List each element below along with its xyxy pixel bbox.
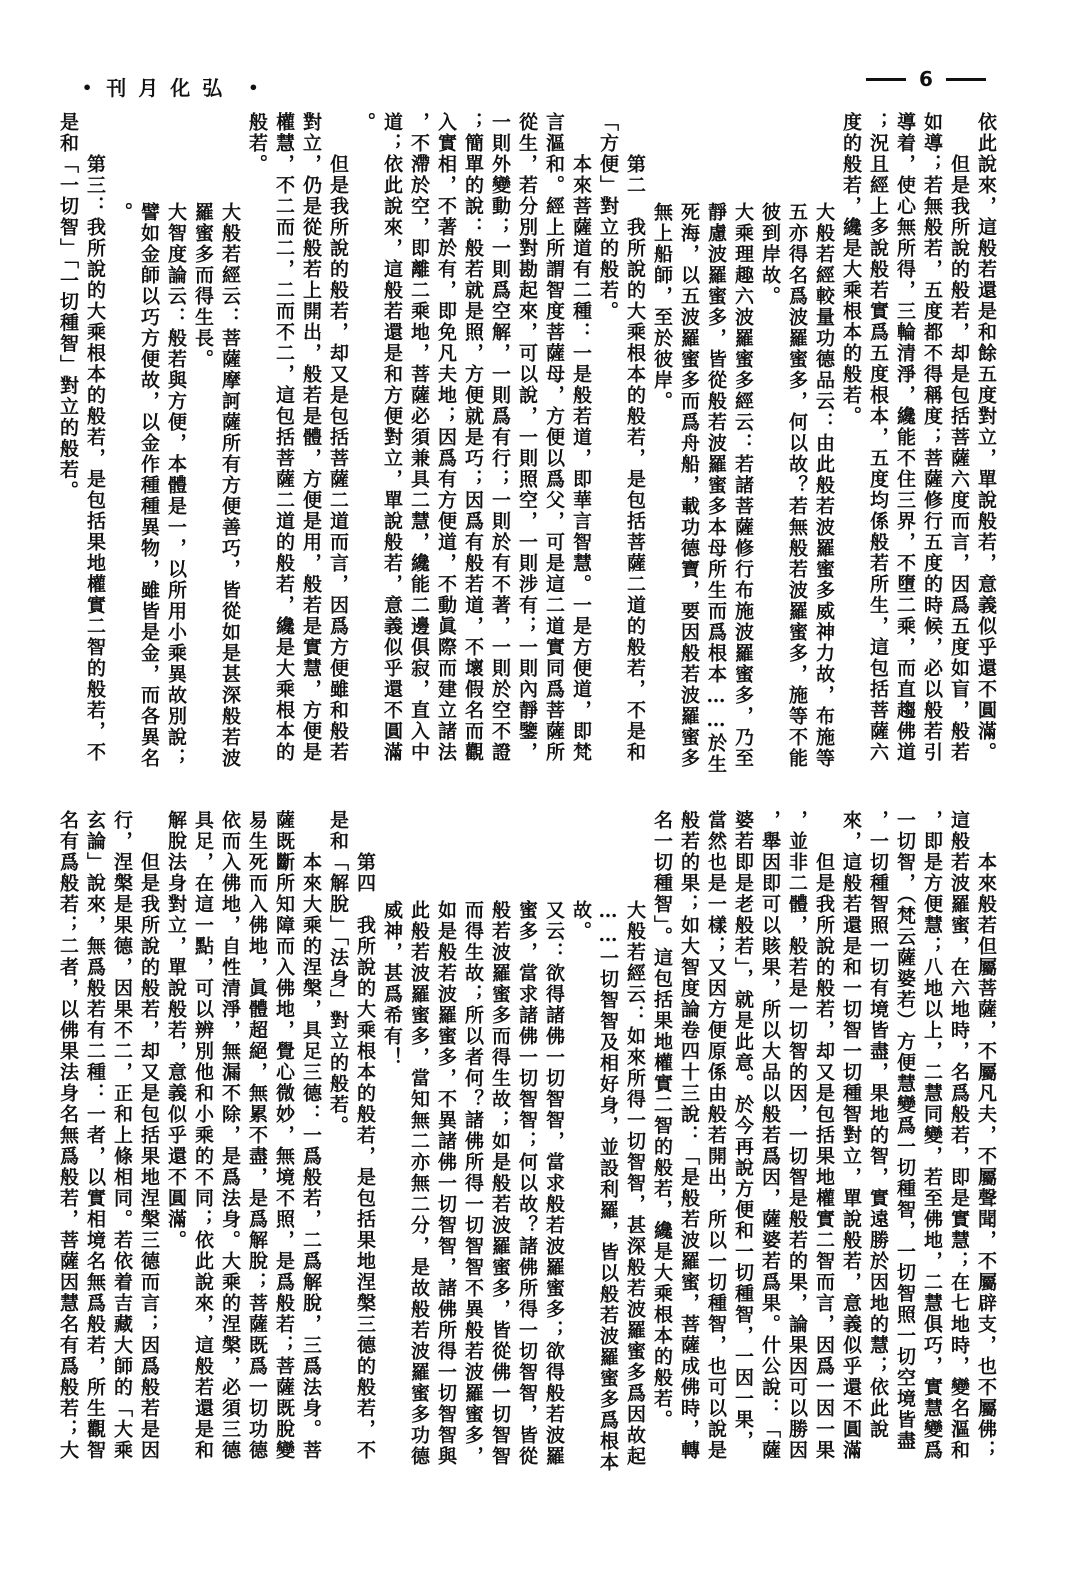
text-column: 如導；若無般若，五度都不得稱度；菩薩修行五度的時候，必以般若引 — [921, 112, 943, 763]
quote-column: 大般若經較量功德品云：由此般若波羅蜜多威神力故，布施等 — [813, 202, 835, 769]
text-column: 一切智，（梵云薩婆若）方便慧變爲一切種智，一切智照一切空境皆盡 — [894, 810, 916, 1452]
quote-column: 死海，以五波羅蜜多而爲舟船，載功德寶，要因般若波羅蜜多 — [678, 202, 700, 769]
heading-column: 是和「解脫」「法身」對立的般若。 — [327, 810, 349, 1137]
running-header-magazine-title — [68, 76, 272, 100]
text-column: 本來般若但屬菩薩，不屬凡夫，不屬聲聞，不屬辟支，也不屬佛； — [975, 852, 997, 1461]
text-column: 道；依此說來，這般若還是和方便對立，單說般若，意義似乎還不圓滿 — [381, 112, 403, 763]
quote-column: 大般若經云：如來所得一切智智，甚深般若波羅蜜多爲因故起 — [624, 900, 646, 1467]
quote-column: 大乘理趣六波羅蜜多經云：若諸菩薩修行布施波羅蜜多，乃至 — [732, 202, 754, 769]
quote-column: 蜜多，當求諸佛一切智智；何以故？諸佛所得一切智智，皆從 — [516, 900, 538, 1467]
text-column: ，即是方便慧；八地以上，二慧同變，若至佛地，二慧俱巧，實慧變爲 — [921, 810, 943, 1461]
dash-rule-right — [946, 78, 986, 81]
text-column: 這般若波羅蜜，在六地時，名爲般若，即是實慧；在七地時，變名漚和 — [948, 810, 970, 1461]
text-column: ，並非二體，般若是一切智的因，一切智是般若的果，論果因可以勝因 — [786, 810, 808, 1461]
quote-column: 五亦得名爲波羅蜜多，何以故？若無般若波羅蜜多，施等不能 — [786, 202, 808, 769]
text-column: 從生，若分別對勘起來，可以說，一則照空，一則涉有；一則內靜鑒， — [516, 112, 538, 763]
quote-column: 大智度論云：般若與方便，本體是一，以所用小乘異故別說； — [165, 202, 187, 769]
lower-text-block — [54, 810, 999, 1472]
page-number: 6 — [919, 67, 933, 91]
heading-column: 「方便」對立的般若。 — [597, 112, 619, 322]
text-column: 權慧，不二而二，二而不二，這包括菩薩二道的般若，纔是大乘根本的 — [273, 112, 295, 763]
text-column: 來，這般若還是和一切智一切種智對立，單說般若，意義似乎還不圓滿 — [840, 810, 862, 1461]
text-column: 婆若即是老般若」，就是此意。於今再說方便和一切種智，一因一果， — [732, 810, 754, 1452]
text-column: 入實相，不著於有，即免凡夫地；因爲有方便道，不動眞際而建立諸法 — [435, 112, 457, 763]
text-column: 般若的果；如大智度論卷四十三說：「是般若波羅蜜，菩薩成佛時，轉 — [678, 810, 700, 1461]
quote-column: 靜慮波羅蜜多，皆從般若波羅蜜多本母所生而爲根本……於生 — [705, 202, 727, 775]
dash-rule-left — [866, 78, 906, 81]
heading-column: 是和「一切智」「一切種智」對立的般若。 — [57, 112, 79, 502]
quote-column: 。 — [111, 202, 133, 223]
text-column: 薩既斷所知障而入佛地，覺心微妙，無境不照，是爲般若；菩薩既脫變 — [273, 810, 295, 1461]
quote-column: 彼到岸故。 — [759, 202, 781, 307]
quote-column: 此般若波羅蜜多，當知無二亦無二分，是故般若波羅蜜多功德 — [408, 900, 430, 1467]
page-number-header — [866, 66, 986, 92]
quote-column: 如是般若波羅蜜多，不異諸佛一切智智，諸佛所得一切智智與 — [435, 900, 457, 1467]
bullet-ornament-icon: • — [248, 78, 259, 97]
text-column: 易生死而入佛地，眞體超絕，無累不盡，是爲解脫；菩薩既爲一切功德 — [246, 810, 268, 1461]
text-column: 但是我所說的般若，却是包括菩薩六度而言，因爲五度如盲，般若 — [948, 154, 970, 763]
text-column: 。 — [354, 112, 376, 133]
text-column: 導着，使心無所得，三輪清淨，纔能不住三界，不墮二乘，而直趨佛道 — [894, 112, 916, 763]
text-column: 一則外變動；一則爲空解，一則爲有行；一則於有不著，一則於空不證 — [489, 112, 511, 763]
text-column: 依而入佛地，自性清淨，無漏不除，是爲法身。大乘的涅槃，必須三德 — [219, 810, 241, 1461]
quote-column: 而得生故；所以者何？諸佛所得一切智智不異般若波羅蜜多， — [462, 900, 484, 1467]
text-column: 本來菩薩道有二種：一是般若道，即華言智慧。一是方便道，即梵 — [570, 154, 592, 763]
text-column: 度的般若，纔是大乘根本的般若。 — [840, 112, 862, 427]
text-column: ，一切種智照一切有境皆盡，果地的智，實遠勝於因地的慧；依此說 — [867, 810, 889, 1440]
text-column: ，不滯於空，即離二乘地，菩薩必須兼具二慧，纔能二邊俱寂，直入中 — [408, 112, 430, 763]
quote-column: 又云：欲得諸佛一切智智，當求般若波羅蜜多；欲得般若波羅 — [543, 900, 565, 1467]
text-column: 本來大乘的涅槃，具足三德：一爲般若，二爲解脫，三爲法身。菩 — [300, 852, 322, 1461]
text-column: 對立，仍是從般若上開出，般若是體，方便是用，般若是實慧，方便是 — [300, 112, 322, 763]
upper-text-block — [54, 112, 999, 774]
quote-column: ……一切智智及相好身，並設利羅，皆以般若波羅蜜多爲根本 — [597, 900, 619, 1473]
text-column: 名有爲般若；二者，以佛果法身名無爲般若，菩薩因慧名有爲般若；大 — [57, 810, 79, 1461]
text-column: 但是我所說的般若，却又是包括菩薩二道而言，因爲方便雖和般若 — [327, 154, 349, 763]
text-column: ，舉因即可以賅果，所以大品以般若爲因，薩婆若爲果。什公說：「薩 — [759, 810, 781, 1461]
text-column: 言漚和。經上所謂智度菩薩母，方便以爲父，可是這二道實同爲菩薩所 — [543, 112, 565, 763]
text-column: 名一切種智」。這包括果地權實二智的般若，纔是大乘根本的般若。 — [651, 810, 673, 1431]
heading-column: 第三：我所說的大乘根本的般若，是包括果地權實二智的般若，不 — [84, 154, 106, 763]
text-column: ；簡單的說：般若就是照，方便就是巧；因爲有般若道，不壞假名而觀 — [462, 112, 484, 763]
heading-column: 第二 我所說的大乘根本的般若，是包括菩薩二道的般若，不是和 — [624, 154, 646, 763]
text-column: ；況且經上多說般若實爲五度根本，五度均係般若所生，這包括菩薩六 — [867, 112, 889, 763]
quote-column: 般若波羅蜜多而得生故；如是般若波羅蜜多，皆從佛一切智智 — [489, 900, 511, 1467]
text-column: 玄論」說來，無爲般若有二種：一者，以實相境名無爲般若，所生觀智 — [84, 810, 106, 1461]
text-column: 解脫法身對立，單說般若，意義似乎還不圓滿。 — [165, 810, 187, 1251]
text-column: 依此說來，這般若還是和餘五度對立，單說般若，意義似乎還不圓滿。 — [975, 112, 997, 763]
bullet-ornament-icon: • — [82, 78, 93, 97]
text-column: 具足，在這一點，可以辨別他和小乘的不同；依此說來，這般若還是和 — [192, 810, 214, 1461]
text-column: 當然也是一樣；又因方便原係由般若開出，所以一切種智，也可以說是 — [705, 810, 727, 1461]
heading-column: 第四 我所說的大乘根本的般若，是包括果地涅槃三德的般若，不 — [354, 852, 376, 1461]
text-column: 但是我所說的般若，却又是包括果地權實二智而言，因爲一因一果 — [813, 852, 835, 1461]
quote-column: 大般若經云：菩薩摩訶薩所有方便善巧，皆從如是甚深般若波 — [219, 202, 241, 769]
quote-column: 無上船師，至於彼岸。 — [651, 202, 673, 412]
text-column: 般若。 — [246, 112, 268, 175]
quote-column: 威神，甚爲希有！ — [381, 900, 403, 1068]
magazine-title: 弘化月刊 — [106, 76, 235, 100]
quote-column: 譬如金師以巧方便故，以金作種種異物，雖皆是金，而各異名 — [138, 202, 160, 769]
quote-column: 故。 — [570, 900, 592, 942]
text-column: 行，涅槃是果德，因果不二，正和上條相同。若依着吉藏大師的「大乘 — [111, 810, 133, 1461]
text-column: 但是我所說的般若，却又是包括果地涅槃三德而言；因爲般若是因 — [138, 852, 160, 1461]
quote-column: 羅蜜多而得生長。 — [192, 202, 214, 370]
